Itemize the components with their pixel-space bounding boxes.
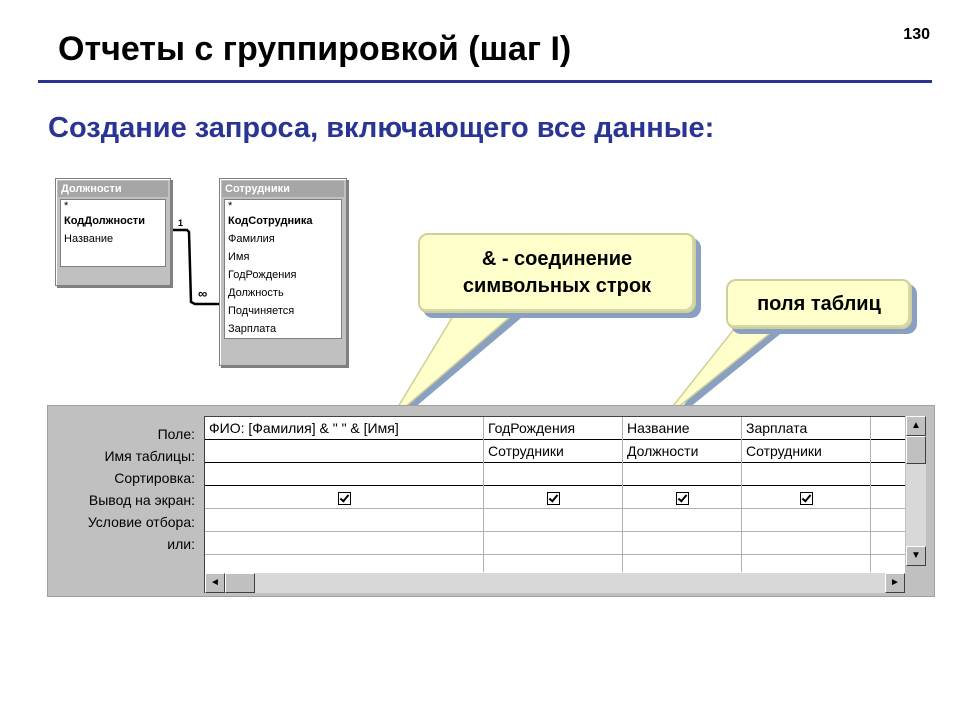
grid-column — [871, 417, 905, 572]
callout-table-fields: поля таблиц — [726, 279, 912, 329]
show-checkbox[interactable] — [676, 492, 689, 505]
field-item[interactable]: Фамилия — [228, 233, 275, 245]
relation-many-label: ∞ — [198, 286, 208, 301]
show-checkbox[interactable] — [338, 492, 351, 505]
row-label-field: Поле: — [157, 426, 195, 442]
callout-concatenation — [418, 233, 696, 313]
row-label-show: Вывод на экран: — [88, 492, 195, 508]
field-item[interactable]: * — [228, 200, 233, 212]
field-item[interactable]: Имя — [228, 251, 250, 263]
table-cell[interactable] — [205, 440, 483, 463]
vertical-scrollbar[interactable] — [906, 416, 926, 566]
scroll-up-icon[interactable]: ▲ — [906, 416, 926, 436]
or-cell[interactable] — [742, 532, 870, 555]
field-item[interactable]: ГодРождения — [228, 269, 297, 281]
grid-column — [742, 417, 871, 572]
table-cell[interactable]: Сотрудники — [742, 440, 870, 463]
field-cell[interactable]: Название — [623, 417, 741, 440]
slide-number: 130 — [903, 26, 930, 43]
field-item[interactable]: * — [64, 200, 69, 212]
sort-cell[interactable] — [623, 463, 741, 486]
or-cell[interactable] — [484, 532, 622, 555]
show-cell — [205, 486, 483, 509]
criteria-cell[interactable] — [742, 509, 870, 532]
row-label-table: Имя таблицы: — [104, 448, 195, 464]
table-cell[interactable] — [871, 440, 905, 463]
query-design-grid — [47, 405, 935, 597]
page-title: Отчеты с группировкой (шаг I) — [58, 30, 572, 68]
table-cell[interactable]: Должности — [623, 440, 741, 463]
scroll-thumb-vertical[interactable] — [906, 436, 926, 464]
callout-line: символьных строк — [462, 275, 652, 297]
field-item[interactable]: Название — [64, 233, 114, 245]
row-label-sort: Сортировка: — [114, 470, 195, 486]
criteria-cell[interactable] — [623, 509, 741, 532]
table-cell[interactable]: Сотрудники — [484, 440, 622, 463]
field-cell[interactable]: ФИО: [Фамилия] & " " & [Имя] — [205, 417, 483, 440]
field-cell[interactable] — [871, 417, 905, 440]
horizontal-scrollbar[interactable] — [205, 573, 905, 593]
sort-cell[interactable] — [742, 463, 870, 486]
show-cell — [742, 486, 870, 509]
scroll-down-icon[interactable]: ▼ — [906, 546, 926, 566]
show-checkbox[interactable] — [800, 492, 813, 505]
sort-cell[interactable] — [871, 463, 905, 486]
show-checkbox[interactable] — [547, 492, 560, 505]
scroll-left-icon[interactable]: ◄ — [205, 573, 225, 593]
relation-one-label: 1 — [178, 218, 184, 228]
field-item[interactable]: КодДолжности — [64, 215, 145, 227]
field-item[interactable]: Подчиняется — [228, 305, 295, 317]
row-label-criteria: Условие отбора: — [87, 514, 195, 530]
or-cell[interactable] — [205, 532, 483, 555]
sort-cell[interactable] — [205, 463, 483, 486]
field-item[interactable]: Должность — [228, 287, 284, 299]
subtitle: Создание запроса, включающего все данные: — [48, 112, 715, 144]
criteria-cell[interactable] — [484, 509, 622, 532]
field-cell[interactable]: Зарплата — [742, 417, 870, 440]
table-title[interactable]: Должности — [58, 181, 168, 197]
field-cell[interactable]: ГодРождения — [484, 417, 622, 440]
or-cell[interactable] — [623, 532, 741, 555]
query-grid — [204, 416, 905, 593]
criteria-cell[interactable] — [205, 509, 483, 532]
show-cell — [623, 486, 741, 509]
field-item[interactable]: Зарплата — [228, 323, 277, 335]
grid-column — [205, 417, 484, 572]
scroll-thumb-horizontal[interactable] — [225, 573, 255, 593]
or-cell[interactable] — [871, 532, 905, 555]
grid-column — [623, 417, 742, 572]
sort-cell[interactable] — [484, 463, 622, 486]
callout-line: & - соединение — [481, 248, 633, 270]
row-labels — [48, 423, 198, 555]
field-item[interactable]: КодСотрудника — [228, 215, 313, 227]
scroll-right-icon[interactable]: ► — [885, 573, 905, 593]
table-title[interactable]: Сотрудники — [222, 181, 344, 197]
grid-column — [484, 417, 623, 572]
criteria-cell[interactable] — [871, 509, 905, 532]
show-cell — [484, 486, 622, 509]
show-cell[interactable] — [871, 486, 905, 509]
row-label-or: или: — [167, 536, 195, 552]
